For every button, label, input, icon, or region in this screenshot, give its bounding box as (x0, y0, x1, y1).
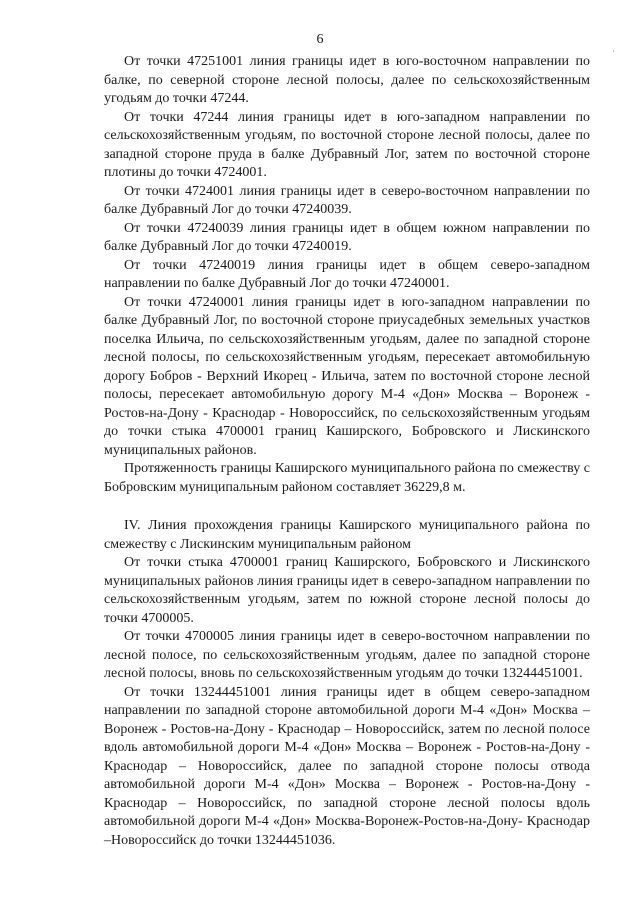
paragraph: От точки 4724001 линия границы идет в северо-восточном направлении по балке Дубравный Лог до точки 47240039. (104, 183, 590, 217)
paragraph: От точки 47251001 линия границы идет в юго-восточном направлении по балке, по северной стороне лесной полосы, далее по сельскохозяйственным угодьям до точки 47244. (104, 54, 590, 106)
paragraph: От точки 47240039 линия границы идет в общем южном направлении по балке Дубравный Лог до точки 47240019. (104, 220, 590, 254)
document-body (104, 53, 590, 850)
paragraph: От точки 13244451001 линия границы идет в общем северо-западном направлении по западной стороне автомобильной дороги М-4 «Дон» Москва – Воронеж - Ростов-на-Дону - Краснодар – Новороссийск, затем по лесной полосе вдоль автомобильной дороги М-4 «Дон» Москва – Воронеж - Ростов-на-Дону - Краснодар – Новороссийск, далее по западной стороне полосы отвода автомобильной дороги М-4 «Дон» Москва – Воронеж - Ростов-на-Дону - Краснодар – Новороссийск, по западной стороне лесной полосы вдоль автомобильной дороги М-4 «Дон» Москва-Воронеж-Ростов-на-Дону- Краснодар –Новороссийск до точки 13244451036. (104, 684, 590, 848)
scan-edge-mark: · (612, 46, 615, 56)
section-spacer (104, 497, 590, 517)
paragraph: От точки 47240019 линия границы идет в общем северо-западном направлении по балке Дубравный Лог до точки 47240001. (104, 257, 590, 291)
paragraph: От точки стыка 4700001 границ Каширского, Бобровского и Лискинского муниципальных районов линия границы идет в северо-западном направлении по сельскохозяйственным угодьям, затем по южной стороне лесной полосы до точки 4700005. (104, 555, 590, 626)
page-number: 6 (316, 32, 324, 47)
paragraph: От точки 4700005 линия границы идет в северо-восточном направлении по лесной полосе, по сельскохозяйственным угодьям, далее по западной стороне лесной полосы, вновь по сельскохозяйственным угодьям до точки 13244451001. (104, 629, 590, 681)
section-heading: IV. Линия прохождения границы Каширского муниципального района по смежеству с Лискинским муниципальным районом (104, 518, 590, 552)
paragraph: От точки 47240001 линия границы идет в юго-западном направлении по балке Дубравный Лог, по восточной стороне приусадебных земельных участков поселка Ильича, по сельскохозяйственным угодьям, далее по западной стороне лесной полосы, по сельскохозяйственным угодьям, пересекает автомобильную дорогу Бобров - Верхний Икорец - Ильича, затем по восточной стороне лесной полосы, пересекает автомобильную дорогу М-4 «Дон» Москва – Воронеж - Ростов-на-Дону - Краснодар - Новороссийск, по сельскохозяйственным угодьям до точки стыка 4700001 границ Каширского, Бобровского и Лискинского муниципальных районов. (104, 294, 590, 458)
paragraph: Протяженность границы Каширского муниципального района по смежеству с Бобровским муниципальным районом составляет 36229,8 м. (104, 461, 590, 495)
paragraph: От точки 47244 линия границы идет в юго-западном направлении по сельскохозяйственным угодьям, по восточной стороне лесной полосы, далее по западной стороне пруда в балке Дубравный Лог, затем по восточной стороне плотины до точки 4724001. (104, 109, 590, 180)
